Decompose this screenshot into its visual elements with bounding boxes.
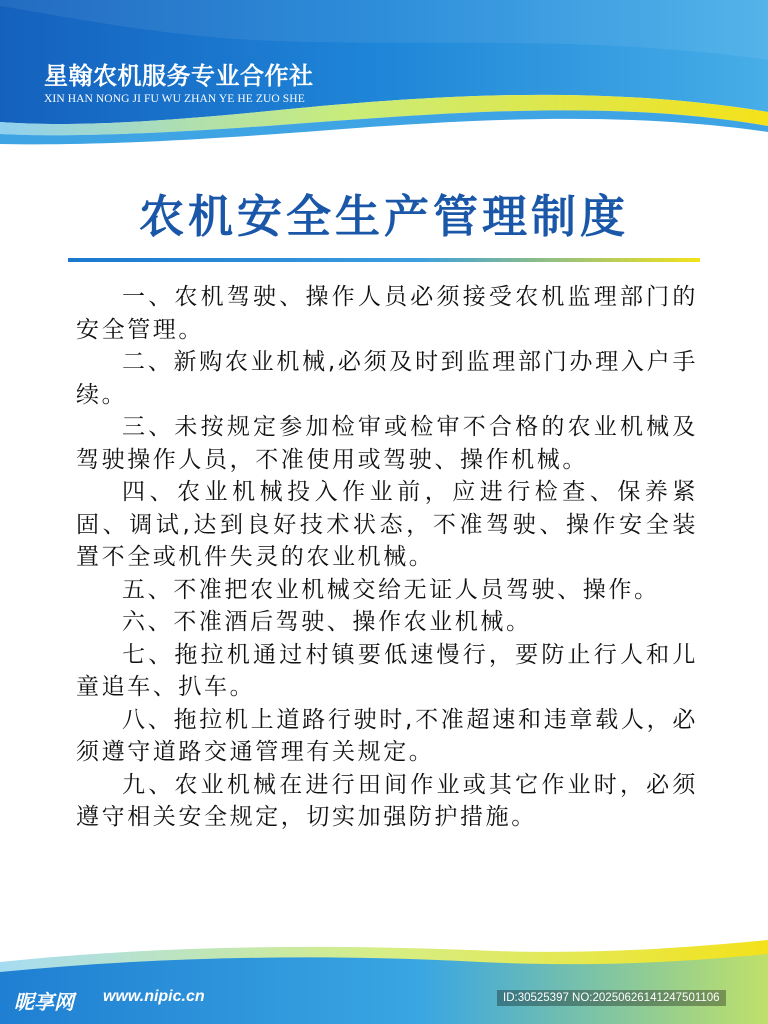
rule-item: 二、新购农业机械,必须及时到监理部门办理入户手续。 — [76, 349, 698, 408]
rule-item: 八、拖拉机上道路行驶时,不准超速和违章载人，必须遵守道路交通管理有关规定。 — [76, 706, 698, 765]
rule-item: 三、未按规定参加检审或检审不合格的农业机械及驾驶操作人员，不准使用或驾驶、操作机械。 — [76, 414, 698, 473]
organization-pinyin: XIN HAN NONG JI FU WU ZHAN YE HE ZUO SHE — [44, 93, 305, 105]
rule-item: 五、不准把农业机械交给无证人员驾驶、操作。 — [122, 576, 660, 603]
rule-item: 九、农业机械在进行田间作业或其它作业时，必须遵守相关安全规定，切实加强防护措施。 — [76, 771, 698, 830]
document-title: 农机安全生产管理制度 — [138, 190, 629, 243]
rules-list — [76, 281, 698, 834]
watermark-url: www.nipic.cn — [103, 988, 205, 1005]
organization-name: 星翰农机服务专业合作社 — [44, 61, 314, 90]
rule-item: 六、不准酒后驾驶、操作农业机械。 — [122, 609, 532, 635]
rule-item: 四、农业机械投入作业前，应进行检查、保养紧固、调试,达到良好技术状态，不准驾驶、操作安全装置不全或机件失灵的农业机械。 — [76, 479, 698, 570]
footer-wave-background — [0, 940, 768, 1024]
watermark-logo: 昵享网 — [14, 990, 74, 1014]
rule-item: 一、农机驾驶、操作人员必须接受农机监理部门的安全管理。 — [76, 284, 698, 343]
watermark-id: ID:30525397 NO:20250626141247501106 — [497, 990, 726, 1006]
title-underline — [68, 258, 700, 262]
rule-item: 七、拖拉机通过村镇要低速慢行，要防止行人和儿童追车、扒车。 — [76, 641, 698, 700]
